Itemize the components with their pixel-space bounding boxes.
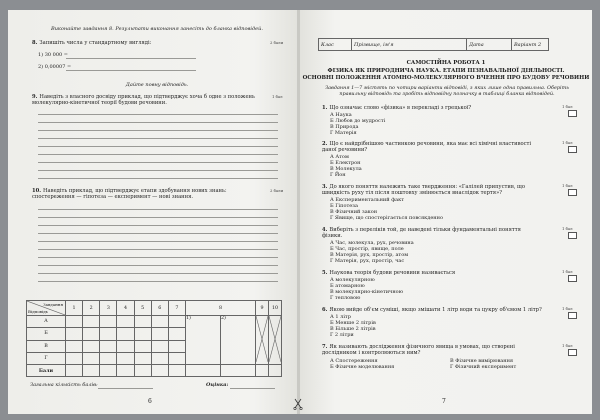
topic-title-2: ОСНОВНІ ПОЛОЖЕННЯ АТОМНО-МОЛЕКУЛЯРНОГО ВЧЕННЯ ПРО БУДОВУ РЕЧОВИНИ (302, 75, 590, 81)
row-v: В (27, 340, 66, 352)
total-score-label: Загальна кількість балів: (30, 382, 98, 388)
q1-option-b: Б Любов до мудрості (330, 118, 386, 124)
q8-answer-line-2[interactable] (66, 70, 196, 71)
question-2: 2. Що є найдрібнішою частинкою речовини, яка має всі хімічні властивості даної речовини? (322, 141, 532, 154)
question-1: 1. Що означає слово «фізика» в перекладі з грецької? (322, 105, 472, 111)
q2-option-c: В Молекула (330, 166, 362, 172)
row-g: Г (27, 352, 66, 364)
question-10: 10. Наведіть приклад, що підтверджує етапи здобування нових знань: спостереження — гіпотеза — експеримент — нові знання. (32, 188, 227, 201)
question-4: 4. Виберіть з переліків той, де наведені тільки фундаментальні поняття фізики. (322, 227, 521, 240)
col-2: 2 (83, 301, 100, 316)
grade-line[interactable] (230, 388, 275, 389)
col-9: 9 (256, 301, 269, 316)
col-3: 3 (100, 301, 117, 316)
q4-points: 1 бал (562, 226, 573, 231)
left-page (8, 10, 298, 414)
right-page-number: 7 (442, 398, 446, 405)
answer-table (26, 300, 282, 377)
question-6: 6. Якою вийде об'єм суміші, якщо змішати 1 літр води та цукру об'ємом 1 літр? (322, 307, 542, 313)
q6-option-a: А 1 літр (330, 314, 351, 320)
q5-option-d: Г тепловою (330, 295, 361, 301)
q7-points: 1 бал (562, 343, 573, 348)
col-6: 6 (151, 301, 168, 316)
row-score: Бали (27, 365, 66, 377)
q7-option-c: В Фізичне вимірювання (450, 358, 514, 364)
right-page (300, 10, 592, 414)
topic-title-1: ФІЗИКА ЯК ПРИРОДНИЧА НАУКА. ЕТАПИ ПІЗНАВАЛЬНОЇ ДІЯЛЬНОСТІ. (327, 68, 565, 74)
class-field[interactable]: Клас (319, 39, 352, 51)
q5-checkbox[interactable] (568, 275, 577, 282)
q8-part-2: 2) 0,00007 = (38, 64, 72, 70)
col-5: 5 (134, 301, 151, 316)
date-field[interactable]: Дата (467, 39, 512, 51)
q2-points: 1 бал (562, 140, 573, 145)
q7-option-d: Г Фізичний експеримент (450, 364, 517, 370)
q6-option-c: В Більше 2 літрів (330, 326, 376, 332)
q1-checkbox[interactable] (568, 110, 577, 117)
q5-points: 1 бал (562, 269, 573, 274)
q1-option-d: Г Матерія (330, 130, 357, 136)
q3-points: 1 бал (562, 183, 573, 188)
work-title: САМОСТІЙНА РОБОТА 1 (406, 60, 486, 66)
q7-checkbox[interactable] (568, 349, 577, 356)
q4-option-b: Б Час, простір, явище, поле (330, 246, 404, 252)
grade-label: Оцінка: (206, 382, 229, 388)
col-9-crossed (256, 316, 269, 365)
left-instruction: Виконайте завдання 8. Результати виконання занесіть до бланка відповідей. (51, 26, 263, 32)
q5-option-b: Б атомарною (330, 283, 365, 289)
q7-option-b: Б Фізичне моделювання (330, 364, 395, 370)
q8-points: 2 бали (270, 40, 284, 45)
q8-sub-1[interactable]: 1) (186, 316, 221, 365)
q5-option-a: А молекулярною (330, 277, 375, 283)
variant-label: Варіант 2 (512, 39, 549, 51)
col-4: 4 (117, 301, 134, 316)
q8-sub-2[interactable]: 2) (221, 316, 256, 365)
total-score-line[interactable] (98, 388, 153, 389)
full-answer-instruction: Дайте повну відповідь. (125, 82, 189, 88)
q4-option-d: Г Матерія, рух, простір, час (330, 258, 405, 264)
q9-points: 1 бал (272, 94, 283, 99)
col-10: 10 (269, 301, 282, 316)
q1-option-a: А Наука (330, 112, 352, 118)
question-8: 8. Запишіть числа у стандартному вигляді: (32, 40, 152, 46)
q2-option-a: А Атом (330, 154, 349, 160)
q6-option-b: Б Менше 2 літрів (330, 320, 376, 326)
q8-answer-line-1[interactable] (66, 58, 196, 59)
q1-option-c: В Природа (330, 124, 359, 130)
open-workbook (8, 10, 592, 414)
question-5: 5. Наукова теорія будови речовини називається (322, 270, 456, 276)
row-b: Б (27, 328, 66, 340)
q3-option-b: Б Гіпотеза (330, 203, 358, 209)
question-9: 9. Наведіть з власного досвіду приклад, що підтверджує хоча б одне з положень молекулярно-кінетичної теорії будови речовини. (32, 94, 255, 107)
q5-option-c: В молекулярно-кінетичною (330, 289, 404, 295)
q6-option-d: Г 2 літри (330, 332, 354, 338)
scissors-icon (293, 398, 303, 410)
col-1: 1 (66, 301, 83, 316)
col-7: 7 (168, 301, 185, 316)
q1-points: 1 бал (562, 104, 573, 109)
q8-part-1: 1) 30 000 = (38, 52, 68, 58)
student-header (318, 38, 549, 51)
q6-checkbox[interactable] (568, 312, 577, 319)
q3-option-c: В Фізичний закон (330, 209, 378, 215)
q6-points: 1 бал (562, 306, 573, 311)
q3-checkbox[interactable] (568, 189, 577, 196)
col-8: 8 (186, 301, 256, 316)
right-instruction: Завдання 1—7 містять по чотири варіанти відповіді, з яких лише одна правильна. Оберіть правильну відповідь та зробіть відповідну позначку в таблиці бланка відповідей. (325, 85, 569, 97)
question-7: 7. Як називають дослідження фізичного явища в умовах, що створені дослідником і контролюються ним? (322, 344, 515, 357)
q4-option-a: А Час, молекула, рух, речовина (330, 240, 414, 246)
question-3: 3. До якого поняття належить таке твердження: «Галілей припустив, що швидкість руху тіл після поштовху змінюється внаслідок тертя»? (322, 184, 525, 197)
q2-option-d: Г Йон (330, 172, 346, 178)
q3-option-a: А Експериментальний факт (330, 197, 404, 203)
name-field[interactable]: Прізвище, ім'я (352, 39, 467, 51)
q3-option-d: Г Явище, що спостерігається повсякденно (330, 215, 443, 221)
q7-option-a: А Спостереження (330, 358, 378, 364)
q2-option-b: Б Електрон (330, 160, 361, 166)
q2-checkbox[interactable] (568, 146, 577, 153)
row-a: А (27, 316, 66, 328)
left-page-number: 6 (148, 398, 152, 405)
col-10-crossed (269, 316, 282, 365)
table-corner: Завдання Відповідь (27, 301, 66, 316)
q4-option-c: В Матерія, рух, простір, атом (330, 252, 409, 258)
q10-points: 2 бали (270, 188, 284, 193)
q4-checkbox[interactable] (568, 232, 577, 239)
